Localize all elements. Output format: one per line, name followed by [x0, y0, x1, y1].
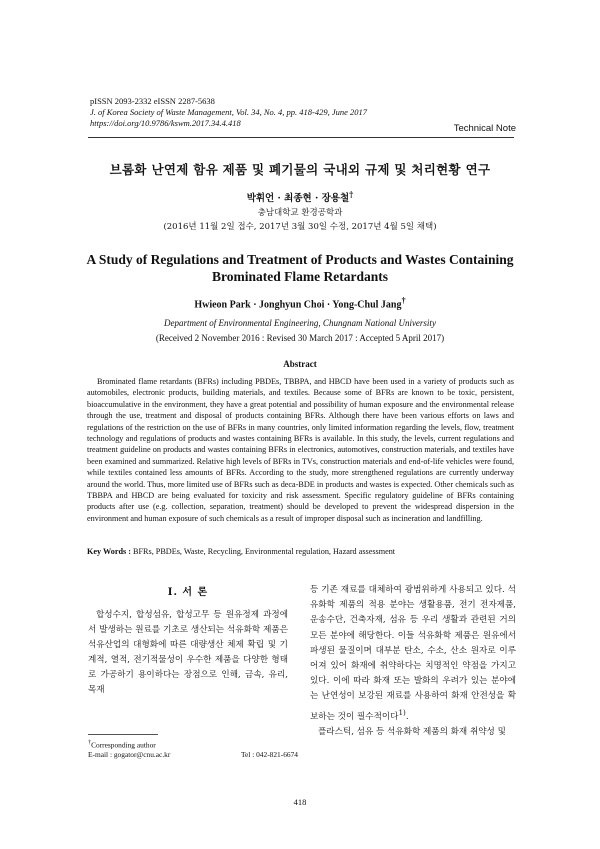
body-left-column: 합성수지, 합성섬유, 합성고무 등 원유정제 과정에서 발생하는 원료를 기초로 생산되는 석유화학 제품은 석유산업의 대형화에 따른 대량생산 체제 확립 및 기계적, 열적, 전기적물성이 우수한 제품을 다양한 형태로 가공하기 용이하다는 장점으로 인해, 금속, 유리, 목재 — [88, 610, 288, 695]
footnote — [88, 738, 298, 760]
page-number: 418 — [293, 797, 307, 807]
journal-citation: J. of Korea Society of Waste Management, Vol. 34, No. 4, pp. 418-429, June 2017 — [90, 107, 367, 117]
paragraph: 플라스틱, 섬유 등 석유화학 제품의 화재 취약성 및 — [318, 726, 506, 737]
article-type-label: Technical Note — [453, 123, 516, 134]
footnote-email[interactable]: E-mail : gogator@cnu.ac.kr — [88, 750, 171, 760]
corresponding-mark: † — [401, 296, 406, 305]
paragraph-text: 등 기존 재료를 대체하여 광범위하게 사용되고 있다. 석유화학 제품의 적용 분야는 생활용품, 전기 전자제품, 운송수단, 건축자재, 섬유 등 우리 생활과 관련된 거의 모든 분야에 해당한다. 이들 석유화학 제품은 원유에서 파생된 물질이며 대부분 탄소, 수소, 산소 원자로 이루어져 있어 화재에 취약하다는 치명적인 약점을 가지고 있다. 이에 따라 화재 또는 발화의 우려가 있는 분야에는 난연성이 보강된 재료를 사용하여 화재 안전성을 확보하는 것이 필수적이다 — [310, 585, 516, 722]
korean-title: 브롬화 난연제 함유 제품 및 폐기물의 국내외 규제 및 처리현황 연구 — [109, 162, 491, 177]
english-dates: (Received 2 November 2016 : Revised 30 March 2017 : Accepted 5 April 2017) — [155, 333, 445, 343]
corresponding-mark: † — [349, 190, 354, 199]
issn-line: pISSN 2093-2332 eISSN 2287-5638 — [90, 96, 215, 106]
doi-link[interactable]: https://doi.org/10.9786/kswm.2017.34.4.418 — [90, 118, 241, 128]
abstract-body: Brominated flame retardants (BFRs) including PBDEs, TBBPA, and HBCD have been used in a variety of products such as automobiles, electronic products, building materials, and textiles. Because some of BFRs are known to be toxic, persistent, bioaccumulative in the environment, they have a great potential and possibility of human exposure and the environmental release through the use, treatment and disposal of products containing BFRs. Although there have been various efforts on laws and regulations of the restriction on the use of BFRs in many countries, only limited information regarding the levels, flow, treatment technology and regulations of products and wastes containing BFRs is available. In this study, the levels, current regulations and treatment guideline on products and wastes containing BFRs in electronics, automotives, construction materials, and textiles have been examined and summarized. Relative high levels of BFRs in TVs, construction materials and end-of-life vehicles were found, while textiles contained less amounts of BFRs. According to the study, more strengthened regulations are currently underway around the world. Thus, more limited use of BFRs such as deca-BDE in products and wastes is expected. Other chemicals such as TBBPA and HBCD are being evaluated for toxicity and risk assessment. Specific regulatory guideline of BFRs containing products after use (e.g. collection, separation, treatment) should be developed to prevent the widespread dispersion in the environment and human exposure of such chemicals as a result of improper disposal such as incineration and landfilling. — [87, 377, 514, 523]
korean-author-names: 박휘언 · 최종현 · 장용철 — [246, 193, 350, 205]
keywords-line — [87, 547, 514, 556]
footnote-divider — [88, 734, 158, 735]
korean-affiliation: 충남대학교 환경공학과 — [257, 208, 343, 218]
footnote-mark: † — [88, 740, 92, 746]
citation-ref: 1) — [398, 707, 406, 717]
english-author-names: Hwieon Park · Jonghyun Choi · Yong-Chul Jang — [194, 299, 402, 311]
paragraph — [310, 583, 516, 725]
section-heading: I. 서 론 — [167, 587, 209, 598]
keywords-label: Key Words : — [87, 547, 131, 556]
english-title: A Study of Regulations and Treatment of Products and Wastes Containing Brominated Flame Retardants — [86, 252, 514, 284]
footnote-tel: Tel : 042-821-6674 — [241, 750, 298, 760]
korean-authors — [0, 190, 600, 204]
abstract-heading: Abstract — [283, 359, 317, 369]
english-affiliation: Department of Environmental Engineering, Chungnam National University — [164, 318, 436, 328]
footnote-label: Corresponding author — [91, 740, 156, 750]
paragraph-end: . — [405, 711, 409, 722]
english-authors — [0, 296, 600, 310]
header-divider — [88, 137, 514, 138]
body-right-column — [310, 583, 516, 740]
keywords-list: BFRs, PBDEs, Waste, Recycling, Environmental regulation, Hazard assessment — [133, 547, 396, 556]
korean-dates: (2016년 11월 2일 접수, 2017년 3월 30일 수정, 2017년 4월 5일 채택) — [163, 222, 437, 232]
